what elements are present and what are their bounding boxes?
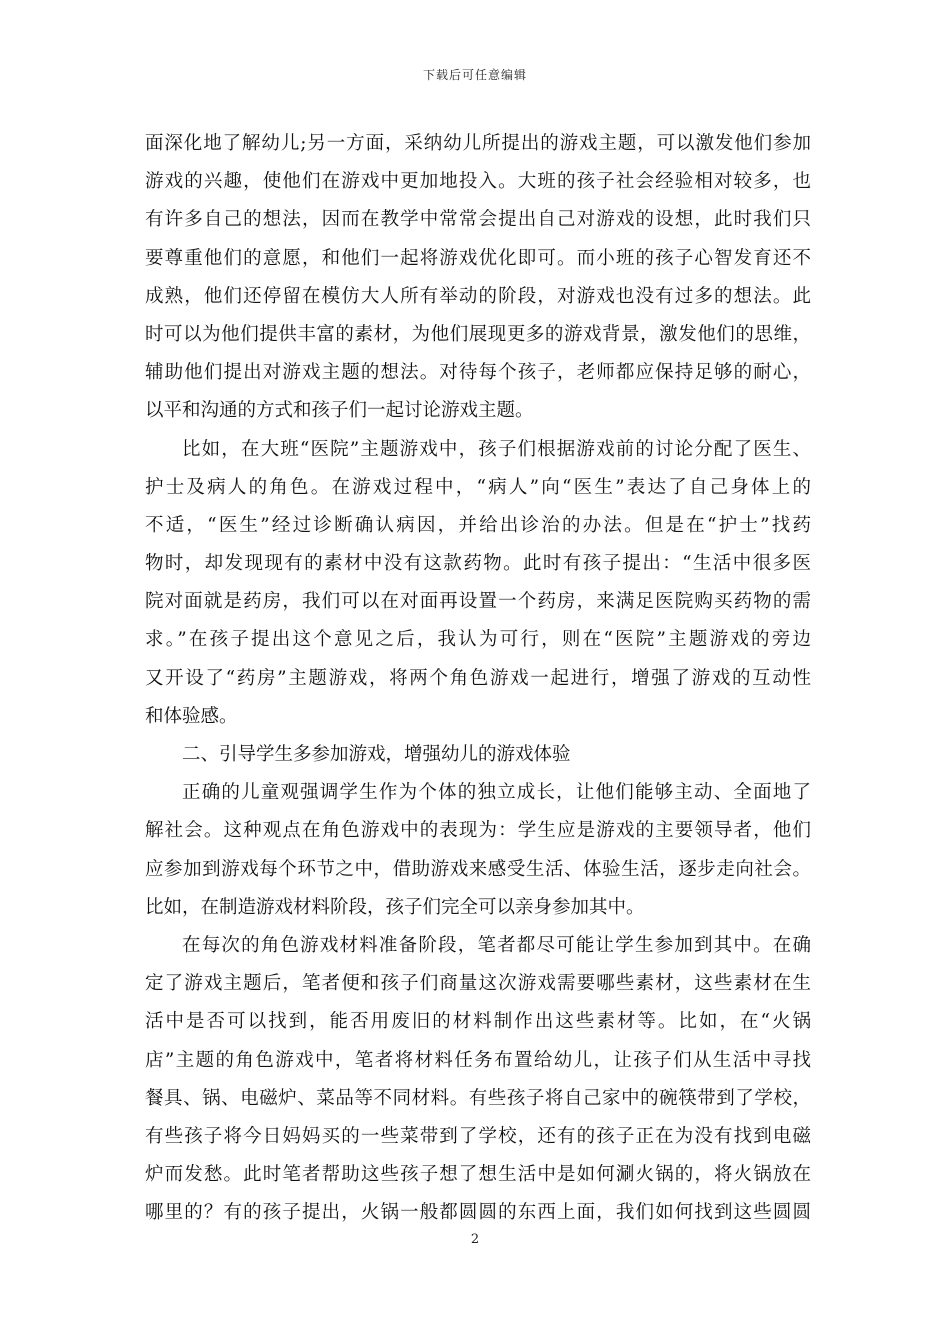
text-line: 又开设了“药房”主题游戏，将两个角色游戏一起进行，增强了游戏的互动性 bbox=[145, 667, 811, 689]
text-line: 有些孩子将今日妈妈买的一些菜带到了学校，还有的孩子正在为没有找到电磁 bbox=[145, 1125, 811, 1147]
text-line: 不适，“医生”经过诊断确认病因，并给出诊治的办法。但是在“护士”找药 bbox=[145, 514, 811, 536]
text-line: 定了游戏主题后，笔者便和孩子们商量这次游戏需要哪些素材，这些素材在生 bbox=[145, 973, 811, 995]
text-line: 要尊重他们的意愿，和他们一起将游戏优化即可。而小班的孩子心智发育还不 bbox=[145, 247, 811, 269]
text-line: 在每次的角色游戏材料准备阶段，笔者都尽可能让学生参加到其中。在确 bbox=[182, 934, 811, 956]
text-line: 和体验感。 bbox=[145, 705, 238, 727]
text-line: 护士及病人的角色。在游戏过程中，“病人”向“医生”表达了自己身体上的 bbox=[145, 476, 811, 498]
text-line: 辅助他们提出对游戏主题的想法。对待每个孩子，老师都应保持足够的耐心， bbox=[145, 362, 811, 384]
page-number: 2 bbox=[470, 1232, 480, 1247]
text-line: 有许多自己的想法，因而在教学中常常会提出自己对游戏的设想，此时我们只 bbox=[145, 209, 811, 231]
page-header: 下载后可任意编辑 bbox=[422, 68, 527, 82]
text-line: 院对面就是药房，我们可以在对面再设置一个药房，来满足医院购买药物的需 bbox=[145, 591, 811, 613]
text-line: 正确的儿童观强调学生作为个体的独立成长，让他们能够主动、全面地了 bbox=[182, 782, 811, 804]
text-line: 餐具、锅、电磁炉、菜品等不同材料。有些孩子将自己家中的碗筷带到了学校， bbox=[145, 1087, 811, 1109]
text-line: 以平和沟通的方式和孩子们一起讨论游戏主题。 bbox=[145, 400, 534, 422]
document-body bbox=[145, 125, 811, 1232]
text-line: 炉而发愁。此时笔者帮助这些孩子想了想生活中是如何涮火锅的，将火锅放在 bbox=[145, 1164, 811, 1186]
text-line: 时可以为他们提供丰富的素材，为他们展现更多的游戏背景，激发他们的思维， bbox=[145, 323, 811, 345]
text-line: 游戏的兴趣，使他们在游戏中更加地投入。大班的孩子社会经验相对较多，也 bbox=[145, 171, 811, 193]
text-line: 物时，却发现现有的素材中没有这款药物。此时有孩子提出：“生活中很多医 bbox=[145, 553, 811, 575]
text-line: 成熟，他们还停留在模仿大人所有举动的阶段，对游戏也没有过多的想法。此 bbox=[145, 285, 811, 307]
text-line: 面深化地了解幼儿;另一方面，采纳幼儿所提出的游戏主题，可以激发他们参加 bbox=[145, 133, 811, 154]
text-line: 比如，在大班“医院”主题游戏中，孩子们根据游戏前的讨论分配了医生、 bbox=[182, 438, 811, 460]
text-line: 求。”在孩子提出这个意见之后，我认为可行，则在“医院”主题游戏的旁边 bbox=[145, 629, 811, 651]
text-line: 店”主题的角色游戏中，笔者将材料任务布置给幼儿，让孩子们从生活中寻找 bbox=[145, 1049, 811, 1071]
text-line: 二、引导学生多参加游戏，增强幼儿的游戏体验 bbox=[182, 744, 571, 765]
text-line: 解社会。这种观点在角色游戏中的表现为：学生应是游戏的主要领导者，他们 bbox=[145, 820, 811, 842]
text-line: 比如，在制造游戏材料阶段，孩子们完全可以亲身参加其中。 bbox=[145, 896, 645, 918]
text-line: 应参加到游戏每个环节之中，借助游戏来感受生活、体验生活，逐步走向社会。 bbox=[145, 858, 811, 880]
text-line: 哪里的？有的孩子提出，火锅一般都圆圆的东西上面，我们如何找到这些圆圆 bbox=[145, 1202, 811, 1224]
text-line: 活中是否可以找到，能否用废旧的材料制作出这些素材等。比如，在“火锅 bbox=[145, 1011, 811, 1033]
